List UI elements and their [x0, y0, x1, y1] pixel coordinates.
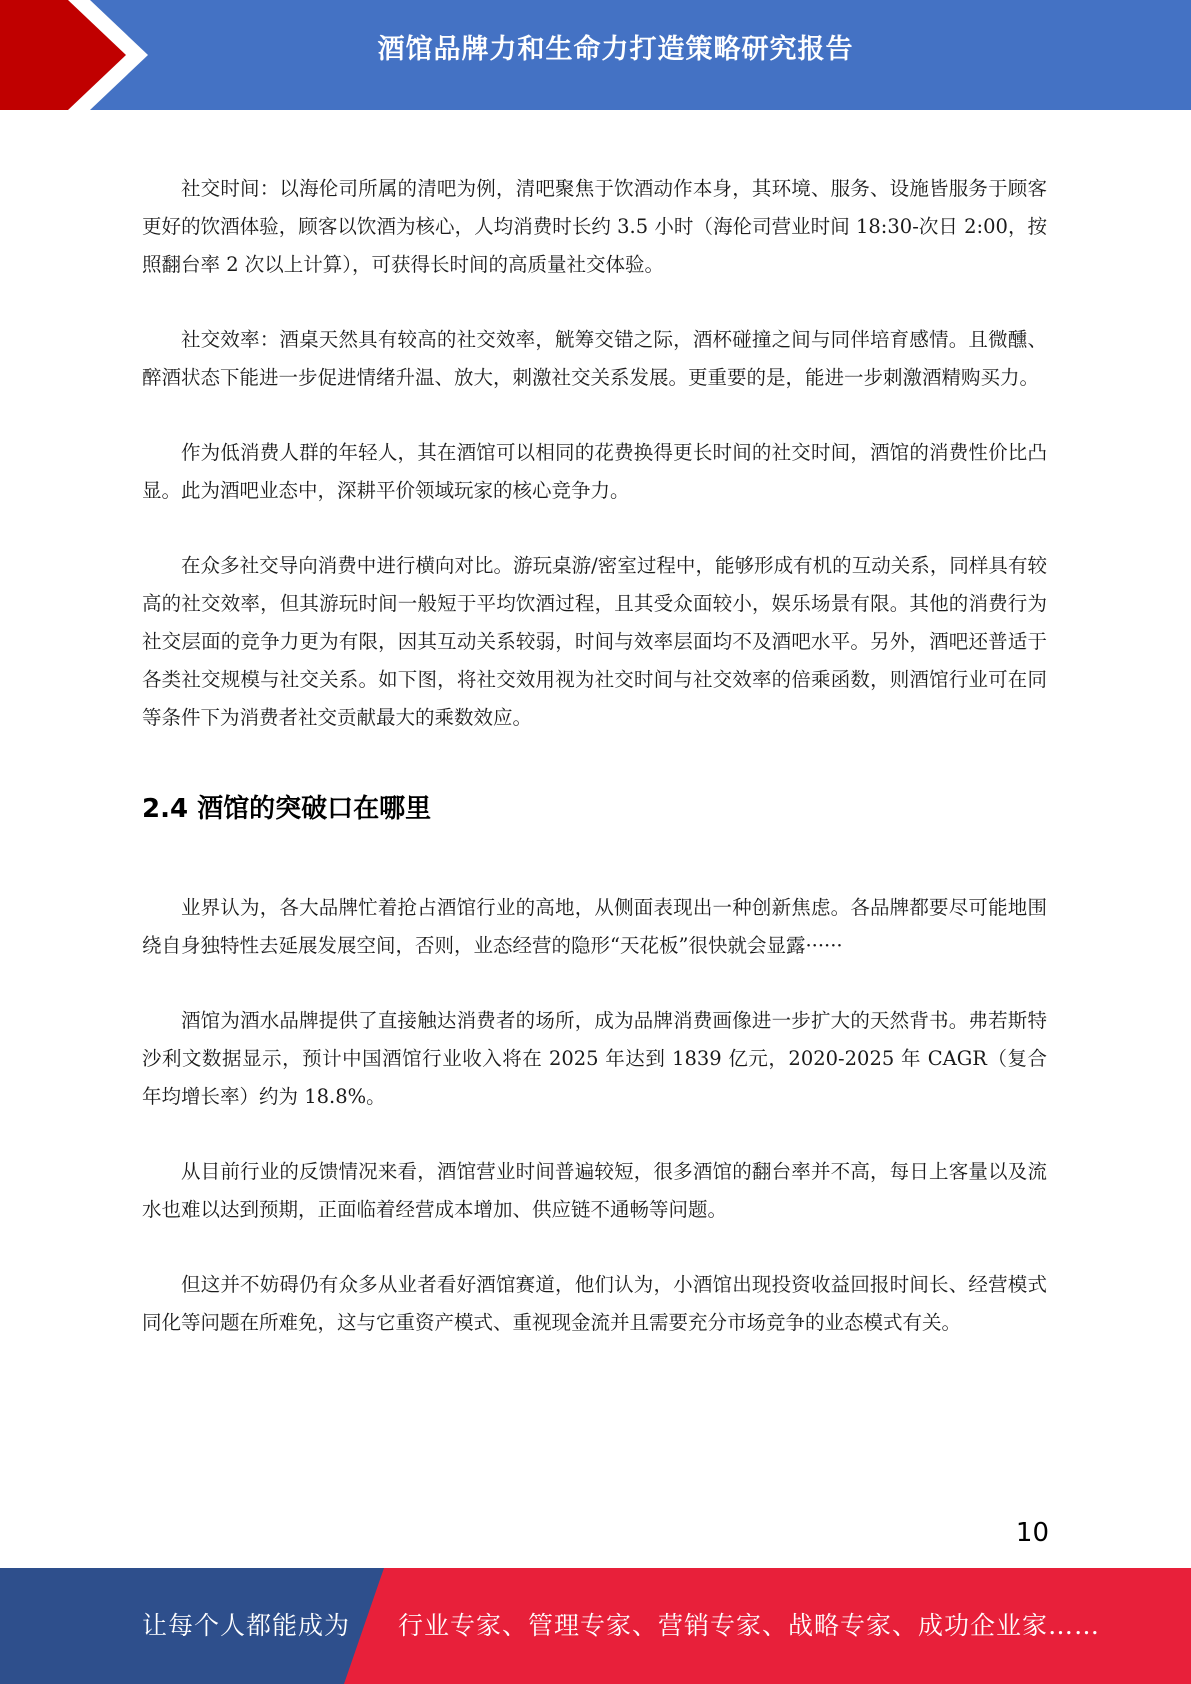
- paragraph-market-data: 酒馆为酒水品牌提供了直接触达消费者的场所，成为品牌消费画像进一步扩大的天然背书。弗若斯特沙利文数据显示，预计中国酒馆行业收入将在 2025 年达到 1839 亿元，2020-2025 年 CAGR（复合年均增长率）约为 18.8%。: [142, 1009, 1047, 1108]
- header-title: 酒馆品牌力和生命力打造策略研究报告: [377, 34, 854, 65]
- paragraph-industry-view: 业界认为，各大品牌忙着抢占酒馆行业的高地，从侧面表现出一种创新焦虑。各品牌都要尽可能地围绕自身独特性去延展发展空间，否则，业态经营的隐形“天花板”很快就会显露······: [142, 896, 1047, 957]
- page-footer: [0, 1568, 1191, 1684]
- page-header: [0, 0, 1191, 110]
- paragraph-social-time: 社交时间：以海伦司所属的清吧为例，清吧聚焦于饮酒动作本身，其环境、服务、设施皆服务于顾客更好的饮酒体验，顾客以饮酒为核心，人均消费时长约 3.5 小时（海伦司营业时间 18:30-次日 2:00，按照翻台率 2 次以上计算），可获得长时间的高质量社交体验。: [142, 177, 1047, 276]
- paragraph-comparison: 在众多社交导向消费中进行横向对比。游玩桌游/密室过程中，能够形成有机的互动关系，同样具有较高的社交效率，但其游玩时间一般短于平均饮酒过程，且其受众面较小，娱乐场景有限。其他的消费行为社交层面的竞争力更为有限，因其互动关系较弱，时间与效率层面均不及酒吧水平。另外，酒吧还普适于各类社交规模与社交关系。如下图，将社交效用视为社交时间与社交效率的倍乘函数，则酒馆行业可在同等条件下为消费者社交贡献最大的乘数效应。: [142, 554, 1047, 729]
- footer-slogan-left: 让每个人都能成为: [142, 1611, 351, 1640]
- footer-slogan-right: 行业专家、管理专家、营销专家、战略专家、成功企业家……: [398, 1611, 1101, 1640]
- paragraph-young-consumers: 作为低消费人群的年轻人，其在酒馆可以相同的花费换得更长时间的社交时间，酒馆的消费性价比凸显。此为酒吧业态中，深耕平价领域玩家的核心竞争力。: [142, 441, 1047, 502]
- section-heading: 2.4 酒馆的突破口在哪里: [142, 794, 432, 824]
- paragraph-social-efficiency: 社交效率：酒桌天然具有较高的社交效率，觥筹交错之际，酒杯碰撞之间与同伴培育感情。且微醺、醉酒状态下能进一步促进情绪升温、放大，刺激社交关系发展。更重要的是，能进一步刺激酒精购买力。: [142, 328, 1047, 389]
- page-number: 10: [1015, 1518, 1049, 1548]
- page-content: [142, 170, 1047, 1379]
- paragraph-optimism: 但这并不妨碍仍有众多从业者看好酒馆赛道，他们认为，小酒馆出现投资收益回报时间长、经营模式同化等问题在所难免，这与它重资产模式、重视现金流并且需要充分市场竞争的业态模式有关。: [142, 1273, 1047, 1334]
- paragraph-industry-feedback: 从目前行业的反馈情况来看，酒馆营业时间普遍较短，很多酒馆的翻台率并不高，每日上客量以及流水也难以达到预期，正面临着经营成本增加、供应链不通畅等问题。: [142, 1160, 1047, 1221]
